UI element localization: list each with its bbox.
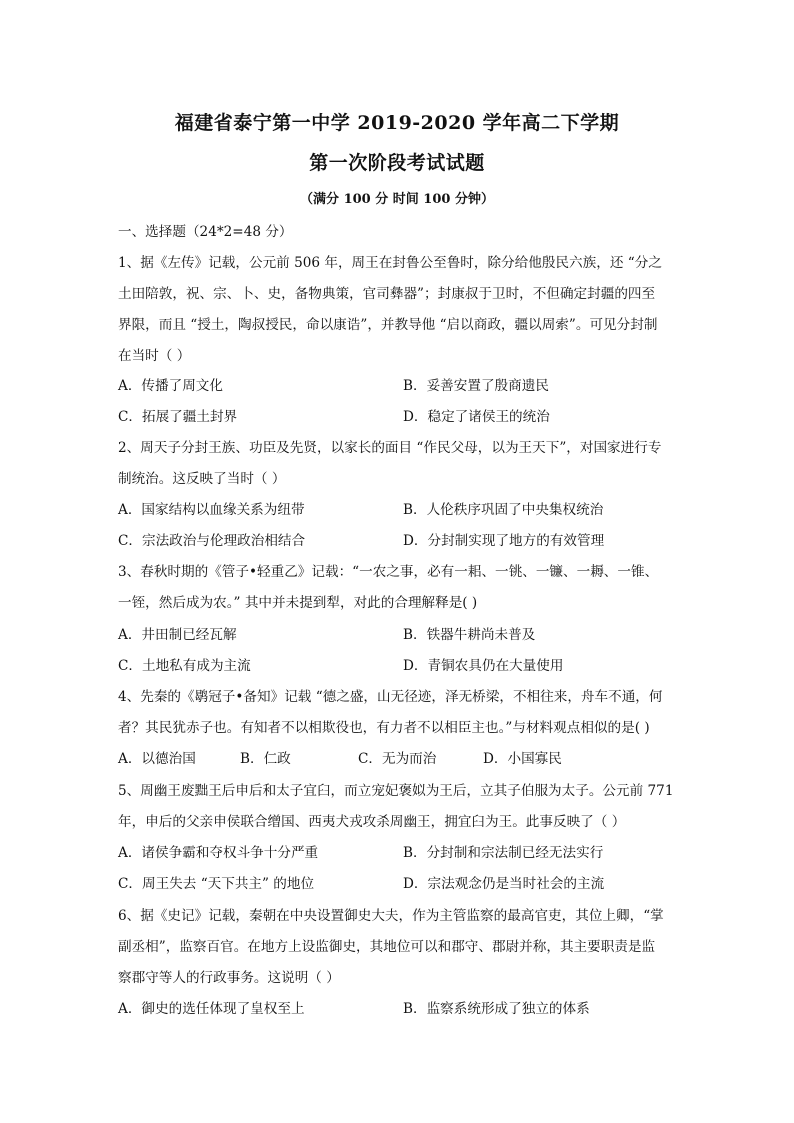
question-3-option-b: B．铁器牛耕尚未普及 — [403, 627, 536, 643]
question-4-option-a: A．以德治国 — [118, 751, 196, 767]
question-6-option-a: A．御史的选任体现了皇权至上 — [118, 1001, 305, 1017]
question-4-option-c: C．无为而治 — [358, 751, 437, 767]
question-6-line-1: 6、据《史记》记载，秦朝在中央设置御史大夫，作为主管监察的最高官吏，其位上卿，“掌 — [118, 908, 664, 924]
question-5-option-a: A．诸侯争霸和夺权斗争十分严重 — [118, 845, 319, 861]
question-1-line-3: 界限，而且 “授土，陶叔授民，命以康诰”，并教导他 “启以商政，疆以周索”。可见分封制 — [118, 317, 658, 333]
question-3-option-a: A．井田制已经瓦解 — [118, 627, 237, 643]
question-4-option-b: B．仁政 — [240, 751, 291, 767]
question-2-option-c: C．宗法政治与伦理政治相结合 — [118, 533, 306, 549]
question-4-line-2: 者？其民犹赤子也。有知者不以相欺役也，有力者不以相臣主也。”与材料观点相似的是( ) — [118, 720, 650, 736]
question-4-line-1: 4、先秦的《鹖冠子•备知》记载 “德之盛，山无径迹，泽无桥梁，不相往来，舟车不通，何 — [118, 689, 663, 705]
exam-subtitle-title: 第一次阶段考试试题 — [309, 152, 485, 174]
question-1-option-a: A．传播了周文化 — [118, 378, 223, 394]
question-2-line-2: 制统治。这反映了当时（ ） — [118, 471, 286, 487]
question-4-option-d: D．小国寡民 — [483, 751, 562, 767]
question-6-option-b: B．监察系统形成了独立的体系 — [403, 1001, 590, 1017]
question-3-line-2: 一铚，然后成为农。” 其中并未提到犁，对此的合理解释是( ) — [118, 595, 478, 611]
question-2-option-a: A．国家结构以血缘关系为纽带 — [118, 502, 305, 518]
question-3-option-d: D．青铜农具仍在大量使用 — [403, 658, 564, 674]
question-1-option-b: B．妥善安置了殷商遗民 — [403, 378, 549, 394]
exam-title: 福建省泰宁第一中学 2019-2020 学年高二下学期 — [174, 112, 620, 134]
question-5-option-c: C．周王失去 “天下共主” 的地位 — [118, 876, 315, 892]
question-2-option-d: D．分封制实现了地方的有效管理 — [403, 533, 605, 549]
question-5-option-b: B．分封制和宗法制已经无法实行 — [403, 845, 604, 861]
question-2-line-1: 2、周天子分封王族、功臣及先贤，以家长的面目 “作民父母，以为王天下”，对国家进行专 — [118, 440, 662, 456]
question-6-line-3: 察郡守等人的行政事务。这说明（ ） — [118, 970, 340, 986]
question-5-line-2: 年，申后的父亲申侯联合缯国、西夷犬戎攻杀周幽王，拥宜臼为王。此事反映了（ ） — [118, 814, 626, 830]
question-5-option-d: D．宗法观念仍是当时社会的主流 — [403, 876, 605, 892]
question-2-option-b: B．人伦秩序巩固了中央集权统治 — [403, 502, 604, 518]
question-3-line-1: 3、春秋时期的《管子•轻重乙》记载：“一农之事，必有一耜、一铫、一镰、一耨、一锥、 — [118, 564, 659, 580]
question-5-line-1: 5、周幽王废黜王后申后和太子宜臼，而立宠妃褒姒为王后，立其子伯服为太子。公元前 771 — [118, 783, 674, 799]
section-heading: 一、选择题（24*2=48 分） — [118, 224, 293, 240]
question-6-line-2: 副丞相”，监察百官。在地方上设监御史，其地位可以和郡守、郡尉并称，其主要职责是监 — [118, 939, 656, 955]
question-1-line-1: 1、据《左传》记载，公元前 506 年，周王在封鲁公至鲁时，除分给他殷民六族，还 “分之 — [118, 255, 662, 271]
exam-info: （满分 100 分 时间 100 分钟） — [300, 192, 494, 207]
question-3-option-c: C．土地私有成为主流 — [118, 658, 251, 674]
question-1-line-4: 在当时（ ） — [118, 348, 191, 364]
question-1-option-d: D．稳定了诸侯王的统治 — [403, 409, 550, 425]
question-1-option-c: C．拓展了疆土封界 — [118, 409, 238, 425]
question-1-line-2: 土田陪敦，祝、宗、卜、史，备物典策，官司彝器”；封康叔于卫时，不但确定封疆的四至 — [118, 286, 656, 302]
